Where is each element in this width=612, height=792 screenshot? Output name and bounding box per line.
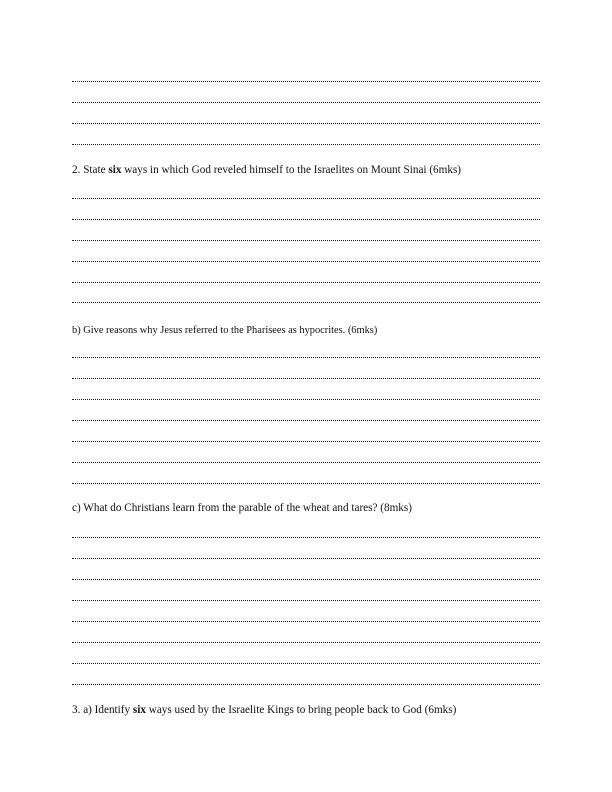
answer-line	[72, 600, 540, 601]
answer-line	[72, 219, 540, 220]
answer-line	[72, 462, 540, 463]
answer-line	[72, 621, 540, 622]
answer-line	[72, 642, 540, 643]
question-2c-text: c) What do Christians learn from the parable of the wheat and tares? (8mks)	[72, 502, 412, 514]
question-2c	[72, 502, 542, 515]
question-2b-text: b) Give reasons why Jesus referred to the Pharisees as hypocrites. (6mks)	[72, 325, 378, 336]
question-2b	[72, 324, 542, 337]
answer-line	[72, 261, 540, 262]
answer-line	[72, 81, 540, 82]
question-3a-pre: 3. a) Identify	[72, 704, 133, 716]
question-2-emphasis: six	[108, 164, 122, 176]
answer-line	[72, 198, 540, 199]
question-3a	[72, 704, 542, 717]
answer-line	[72, 537, 540, 538]
answer-line	[72, 378, 540, 379]
answer-line	[72, 102, 540, 103]
answer-line	[72, 441, 540, 442]
answer-line	[72, 144, 540, 145]
answer-line	[72, 684, 540, 685]
answer-line	[72, 302, 540, 303]
question-3a-emphasis: six	[132, 704, 146, 716]
answer-line	[72, 399, 540, 400]
answer-line	[72, 282, 540, 283]
answer-line	[72, 357, 540, 358]
question-2	[72, 164, 542, 177]
answer-line	[72, 240, 540, 241]
question-2-post: ways in which God reveled himself to the Israelites on Mount Sinai (6mks)	[121, 164, 462, 176]
question-3a-post: ways used by the Israelite Kings to bring people back to God (6mks)	[145, 704, 457, 716]
answer-line	[72, 123, 540, 124]
question-2-pre: 2. State	[72, 164, 109, 176]
answer-line	[72, 483, 540, 484]
answer-line	[72, 663, 540, 664]
answer-line	[72, 558, 540, 559]
answer-line	[72, 579, 540, 580]
answer-line	[72, 420, 540, 421]
